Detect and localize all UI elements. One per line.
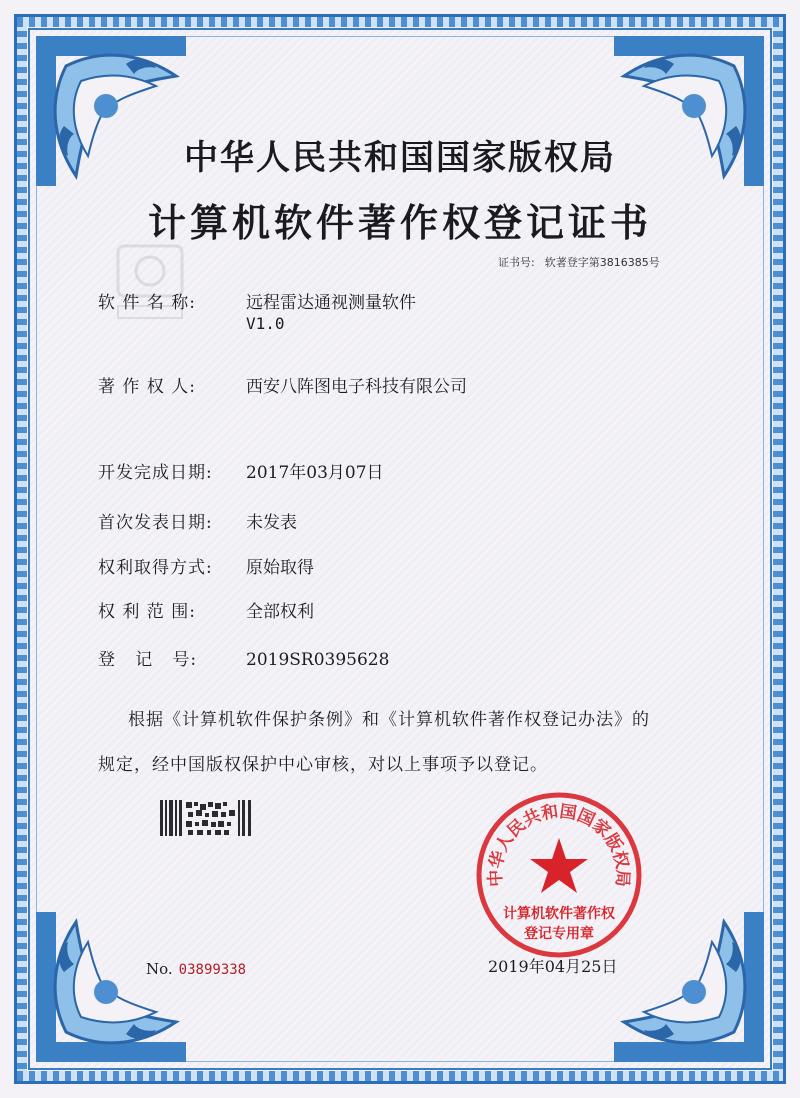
- seal-inner-line-2: 登记专用章: [524, 926, 594, 942]
- dev-date-row: [98, 458, 384, 483]
- owner-label: 著 作 权 人:: [98, 377, 196, 397]
- dev-date-value: 2017年03月07日: [246, 463, 384, 483]
- software-name-value: 远程雷达通视测量软件: [246, 293, 416, 313]
- owner-row: [98, 372, 467, 397]
- scope-value: 全部权利: [246, 602, 314, 622]
- reg-label: 登 记 号:: [98, 650, 198, 670]
- emblem-watermark-icon: [110, 240, 190, 330]
- pub-date-row: [98, 508, 297, 533]
- serial-label: No.: [146, 960, 173, 978]
- scope-label: 权 利 范 围:: [98, 602, 196, 622]
- reg-row: [98, 645, 389, 670]
- issuer-title: 中华人民共和国国家版权局: [184, 138, 616, 178]
- reg-value: 2019SR0395628: [246, 650, 390, 670]
- pub-date-label: 首次发表日期:: [98, 513, 213, 533]
- acquire-row: [98, 553, 314, 578]
- pub-date-value: 未发表: [246, 513, 297, 533]
- software-name-label: 软 件 名 称:: [98, 293, 196, 313]
- acquire-label: 权利取得方式:: [98, 558, 213, 578]
- statement-line-1: 根据《计算机软件保护条例》和《计算机软件著作权登记办法》的: [128, 710, 650, 730]
- corner-ornament-icon: [26, 902, 196, 1072]
- software-name-row: [98, 288, 416, 313]
- acquire-value: 原始取得: [246, 558, 314, 578]
- statement-line-2: 规定，经中国版权保护中心审核，对以上事项予以登记。: [98, 755, 548, 775]
- scope-row: [98, 597, 314, 622]
- barcode-icon: [160, 800, 252, 836]
- certificate-number-value: 软著登字第3816385号: [544, 256, 660, 269]
- issue-date: 2019年04月25日: [488, 957, 618, 976]
- seal-inner-line-1: 计算机软件著作权: [503, 906, 615, 922]
- seal-outer-text: 中华人民共和国国家版权局: [485, 801, 633, 888]
- certificate-number: [498, 254, 670, 270]
- software-version: V1.0: [246, 314, 285, 333]
- dev-date-label: 开发完成日期:: [98, 463, 213, 483]
- serial-number: [146, 960, 246, 978]
- owner-value: 西安八阵图电子科技有限公司: [246, 377, 467, 397]
- official-seal-icon: [474, 790, 644, 960]
- certificate-title: 计算机软件著作权登记证书: [147, 200, 652, 245]
- certificate-number-label: 证书号:: [498, 256, 535, 269]
- serial-value: 03899338: [178, 962, 247, 978]
